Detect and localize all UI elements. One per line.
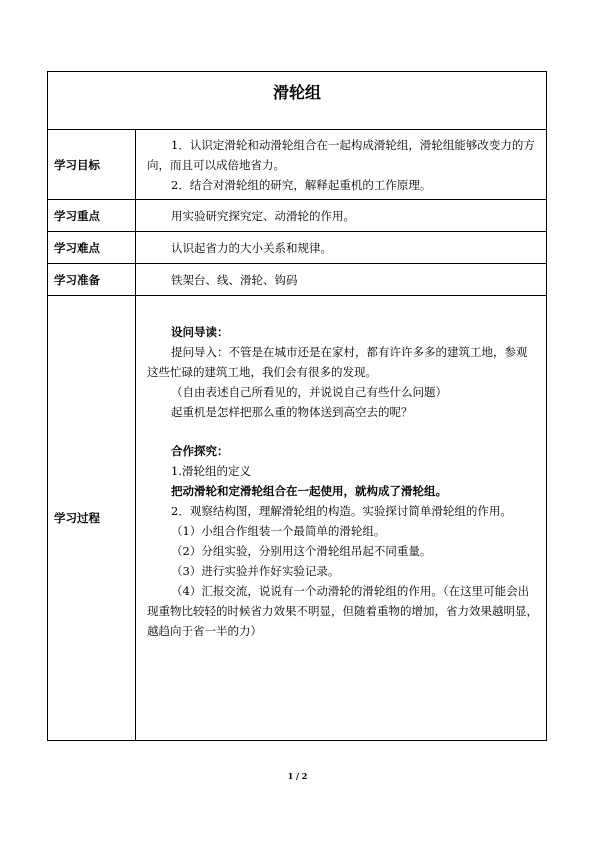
preparation-row (48, 264, 547, 296)
explore-item1: 1.滑轮组的定义 (171, 464, 251, 478)
key-points-label: 学习重点 (48, 200, 136, 232)
explore-definition: 把动滑轮和定滑轮组合在一起使用，就构成了滑轮组。 (171, 484, 447, 498)
step-item: （3）进行实验并作好实验记录。 (171, 564, 340, 578)
objectives-label: 学习目标 (48, 130, 136, 200)
page-number: 1 / 2 (287, 771, 308, 781)
lesson-plan-table (47, 71, 547, 741)
title-row (48, 72, 547, 130)
key-points-row (48, 200, 547, 232)
process-row (48, 296, 547, 741)
guide-heading: 设问导读： (171, 325, 229, 339)
preparation-label: 学习准备 (48, 264, 136, 296)
key-points-text: 用实验研究探究定、动滑轮的作用。 (171, 208, 355, 223)
objectives-row (48, 130, 547, 200)
objective-item: 2．结合对滑轮组的研究，解释起重机的工作原理。 (171, 177, 432, 192)
step-item: （2）分组实验，分别用这个滑轮组吊起不同重量。 (171, 544, 432, 558)
difficulties-text: 认识起省力的大小关系和规律。 (171, 240, 332, 255)
objectives-content (136, 130, 547, 200)
explore-heading: 合作探究： (171, 444, 229, 458)
explore-item2: 2．观察结构图，理解滑轮组的构造。实验探讨简单滑轮组的作用。 (171, 504, 512, 518)
difficulties-label: 学习难点 (48, 232, 136, 264)
preparation-text: 铁架台、线、滑轮、钩码 (171, 272, 298, 287)
process-label: 学习过程 (48, 296, 136, 741)
guide-note: （自由表述自己所看见的，并说说自己有些什么问题） (171, 385, 447, 399)
step-item: （1）小组合作组装一个最简单的滑轮组。 (171, 524, 386, 538)
guide-question: 起重机是怎样把那么重的物体送到高空去的呢？ (171, 405, 413, 419)
step-item: （4）汇报交流，说说有一个动滑轮的滑轮组的作用。（在这里可能会出现重物比较轻的时候省力效果不明显，但随着重物的增加，省力效果越明显，越趋向于省一半的力） (147, 584, 538, 638)
guide-intro: 提问导入：不管是在城市还是在家村，都有许许多多的建筑工地，参观这些忙碌的建筑工地，我们会有很多的发现。 (147, 345, 528, 379)
difficulties-row (48, 232, 547, 264)
objective-item: 1．认识定滑轮和动滑轮组合在一起构成滑轮组，滑轮组能够改变力的方向，而且可以成倍地省力。 (147, 137, 535, 172)
page-title: 滑轮组 (272, 83, 321, 102)
process-content (136, 296, 547, 741)
